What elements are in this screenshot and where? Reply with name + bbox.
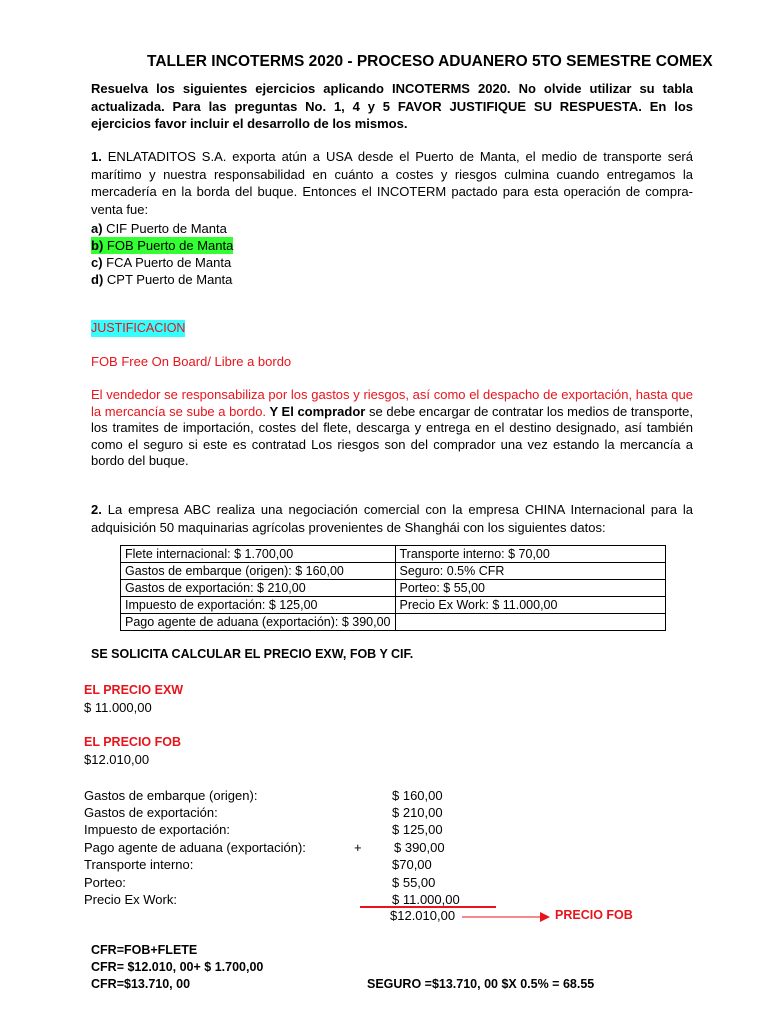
data-table [120,545,666,631]
fob-item-label: Porteo: [84,875,126,890]
fob-heading: EL PRECIO FOB [84,735,182,749]
cfr-formula: CFR=FOB+FLETE [91,943,198,957]
fob-item-label: Impuesto de exportación: [84,822,230,837]
fob-item-amount: $ 125,00 [392,822,443,837]
table-cell: Gastos de exportación: $ 210,00 [121,580,396,597]
table-cell: Seguro: 0.5% CFR [395,563,666,580]
fob-item-label: Pago agente de aduana (exportación): [84,840,306,855]
table-cell: Precio Ex Work: $ 11.000,00 [395,597,666,614]
table-row [121,580,666,597]
table-row [121,563,666,580]
exw-heading: EL PRECIO EXW [84,683,184,697]
option-a-letter: a) [91,221,103,236]
option-c-letter: c) [91,255,103,270]
table-row [121,546,666,563]
fob-item-label: Gastos de embarque (origen): [84,788,258,803]
fob-definition: FOB Free On Board/ Libre a bordo [91,354,292,369]
option-d-text: CPT Puerto de Manta [103,272,233,287]
cfr-calculation: CFR= $12.010, 00+ $ 1.700,00 [91,960,264,974]
table-cell: Flete internacional: $ 1.700,00 [121,546,396,563]
question-2-text: La empresa ABC realiza una negociación comercial con la empresa CHINA Internacional para la adquisición 50 maquinarias agrícolas provenientes de Shanghái con los siguientes datos: [91,502,693,535]
question-2 [91,501,693,536]
justification-red-text: El vendedor se responsabiliza por los gastos y riesgos, así como el despacho de exportación, hasta que la mercancía se sube a bordo. [91,387,693,419]
fob-item-amount: $70,00 [392,857,432,872]
arrow-right-icon [462,910,550,924]
option-d-letter: d) [91,272,104,287]
fob-item-label: Gastos de exportación: [84,805,218,820]
justification-paragraph [91,387,693,470]
document-title: TALLER INCOTERMS 2020 - PROCESO ADUANERO 5TO SEMESTRE COMEX [147,53,713,70]
table-cell: Transporte interno: $ 70,00 [395,546,666,563]
option-b-letter: b) [91,238,104,253]
fob-total-label: PRECIO FOB [555,908,633,922]
option-b-text: FOB Puerto de Manta [103,238,234,253]
fob-item-amount: $ 390,00 [394,840,445,855]
fob-item-amount: $ 160,00 [392,788,443,803]
option-b-selected [91,237,233,254]
seguro-calculation: SEGURO =$13.710, 00 $X 0.5% = 68.55 [367,977,595,991]
cfr-result: CFR=$13.710, 00 [91,977,191,991]
fob-value: $12.010,00 [84,752,150,767]
fob-item-label: Precio Ex Work: [84,892,177,907]
option-c-text: FCA Puerto de Manta [102,255,232,270]
fob-item-amount: $ 55,00 [392,875,436,890]
fob-item-amount: $ 11.000,00 [392,892,460,907]
question-1-text: ENLATADITOS S.A. exporta atún a USA desde el Puerto de Manta, el medio de transporte será marítimo y nuestra responsabilidad en cuánto a costes y riesgos culmina cuando entregamos la mercadería en la borda del buque. Entonces el INCOTERM pactado para esta operación de compra-venta fue: [91,149,693,217]
option-a-text: CIF Puerto de Manta [102,221,227,236]
option-c [91,254,231,271]
question-2-number: 2. [91,502,102,517]
justification-rest-text: se debe encargar de contratar los medios de transporte, los tramites de importación, costes del flete, descarga y entrega en el destino designado, así también como el seguro si este es contratad Los riesgos son del comprador una vez estando la mercancía a bordo del buque. [91,403,693,468]
justification-bold-text: Y El comprador [266,403,366,419]
table-cell: Impuesto de exportación: $ 125,00 [121,597,396,614]
table-row [121,614,666,631]
table-cell: Pago agente de aduana (exportación): $ 390,00 [121,614,396,631]
exw-value: $ 11.000,00 [84,700,152,715]
option-d [91,271,232,288]
instructions: Resuelva los siguientes ejercicios aplicando INCOTERMS 2020. No olvide utilizar su tabla actualizada. Para las preguntas No. 1, 4 y 5 FAVOR JUSTIFIQUE SU RESPUESTA. En los ejercicios favor incluir el desarrollo de los mismos. [91,81,693,131]
table-cell: Gastos de embarque (origen): $ 160,00 [121,563,396,580]
table-cell: Porteo: $ 55,00 [395,580,666,597]
question-1 [91,148,693,218]
question-1-number: 1. [91,149,102,164]
fob-item-amount: $ 210,00 [392,805,443,820]
table-cell [395,614,666,631]
calculation-request: SE SOLICITA CALCULAR EL PRECIO EXW, FOB Y CIF. [91,647,414,661]
justification-heading: JUSTIFICACION [91,321,186,335]
fob-item-label: Transporte interno: [84,857,194,872]
table-row [121,597,666,614]
fob-total: $12.010,00 [390,908,456,923]
plus-sign: + [354,840,362,855]
option-a [91,220,227,237]
